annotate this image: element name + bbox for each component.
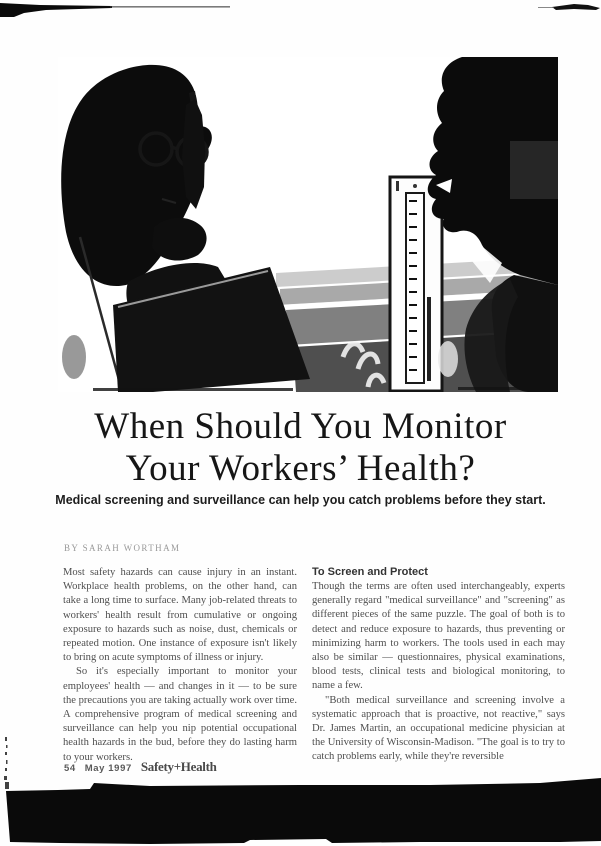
paragraph: "Both medical surveillance and screening involve a systematic approach that is proactive, not reactive," says Dr. James Martin, an occupational medicine physician at the University of Wisconsin-Madison. "The goal is to try to catch problems early, while they're reversible — [312, 694, 565, 763]
article-subtitle: Medical screening and surveillance can help you catch problems before they start. — [55, 493, 546, 507]
paragraph: So it's especially important to monitor your employees' health — and changes in it — to be sure the precautions you are taking actually work over time. A comprehensive program of medical screening and surveillance can help you nip potential occupational health hazards in the bud, before they do lasting harm to your workers. — [63, 666, 297, 763]
mercury-column — [427, 297, 431, 381]
article-body — [63, 566, 565, 765]
section-heading: To Screen and Protect — [312, 566, 428, 578]
paragraph: Most safety hazards can cause injury in an instant. Workplace health problems, on the other hand, can take a long time to surface. Many job-related threats to workers' health result from cumulative or ongoing exposure to hazards such as noise, dust, chemicals or repeated motion. One instance of exposure isn't likely to bring on acute symptoms of illness or injury. — [63, 567, 297, 664]
photo-bottom-edge-right — [458, 387, 558, 390]
right-hand-highlight — [438, 341, 458, 377]
page-footer — [64, 759, 217, 775]
page-number: 54 — [64, 763, 76, 774]
article-title-line2: Your Workers’ Health? — [125, 448, 476, 489]
magazine-title: Safety+Health — [140, 759, 217, 774]
right-column — [312, 566, 565, 765]
scan-streak-top-left-tail — [110, 6, 230, 8]
left-column — [63, 566, 297, 765]
scan-streak-top-left — [0, 3, 112, 17]
article-photo — [58, 57, 558, 392]
scan-ticks-left-edge — [4, 737, 9, 789]
paragraph: Though the terms are often used interchangeably, experts generally regard "medical surveillance" and "screening" as different pieces of the same puzzle. The goal of both is to detect and reduce exposure to hazards, thus preventing or minimizing harm to workers. The tools used in each may also be similar — questionnaires, physical examinations, blood tests, clinical tests and biological monitoring, to name a few. — [312, 581, 565, 692]
article-title-line1: When Should You Monitor — [94, 406, 507, 447]
scan-bar-bottom — [6, 778, 601, 844]
left-person-chin-hand — [152, 218, 207, 261]
issue-date: May 1997 — [84, 763, 132, 774]
left-sleeve-shadow — [62, 335, 86, 379]
article-title — [0, 406, 601, 490]
photo-bottom-edge-left — [93, 388, 293, 391]
article-byline: BY SARAH WORTHAM — [64, 543, 181, 553]
scan-mark-top-right-tail — [538, 7, 554, 8]
right-background-speckle — [510, 141, 558, 199]
photo-illustration — [58, 57, 558, 392]
scan-mark-top-right — [552, 4, 600, 10]
